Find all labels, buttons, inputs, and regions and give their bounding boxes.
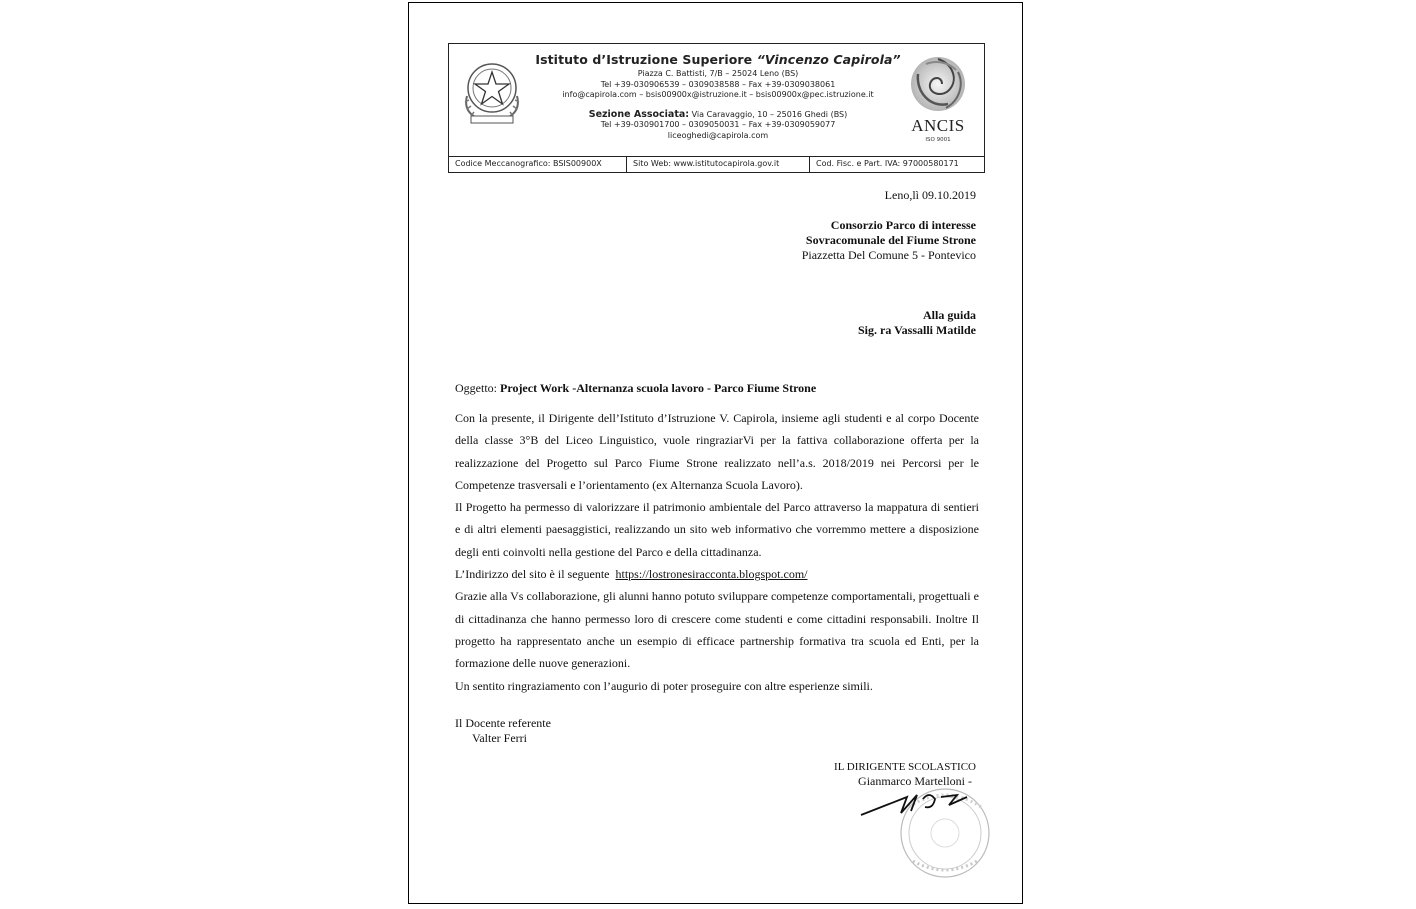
subject-text: Project Work -Alternanza scuola lavoro - Parco Fiume Strone xyxy=(500,381,817,395)
website: Sito Web: www.istitutocapirola.gov.it xyxy=(627,156,810,172)
guide-line-2: Sig. ra Vassalli Matilde xyxy=(857,323,976,337)
letter-page xyxy=(408,2,1023,904)
referent-name: Valter Ferri xyxy=(472,731,527,745)
ancis-iso: ISO 9001 xyxy=(925,137,951,143)
letterhead xyxy=(448,43,985,173)
subject-label: Oggetto: xyxy=(455,381,500,395)
body-paragraph-2: Il Progetto ha permesso di valorizzare il patrimonio ambientale del Parco attraverso la mappatura di sentieri e di altri elementi paesaggistici, realizzando un sito web informativo che vorremmo mettere a disposizione degli enti coinvolti nella gestione del Parco e della cittadinanza. xyxy=(455,500,979,559)
body-paragraph-3 xyxy=(455,563,979,585)
codice-meccanografico: Codice Meccanografico: BSIS00900X xyxy=(449,156,627,172)
director-role: IL DIRIGENTE SCOLASTICO xyxy=(834,761,976,773)
tax-code: Cod. Fisc. e Part. IVA: 97000580171 xyxy=(816,159,959,168)
guide-line-1: Alla guida xyxy=(922,308,976,322)
italian-republic-emblem-icon xyxy=(459,56,525,128)
recipient-line-3: Piazzetta Del Comune 5 - Pontevico xyxy=(801,248,976,262)
site-label: L’Indirizzo del sito è il seguente xyxy=(455,567,610,582)
director-name: Gianmarco Martelloni - xyxy=(858,774,972,788)
institute-emails: info@capirola.com – bsis00900x@istruzione.it – bsis00900x@pec.istruzione.it xyxy=(562,90,874,99)
signature-stamp-icon xyxy=(849,783,1009,883)
section-phones: Tel +39-030901700 – 0309050031 – Fax +39-0309059077 xyxy=(600,120,836,129)
recipient-line-2: Sovracomunale del Fiume Strone xyxy=(805,233,976,247)
institute-title: Istituto d’Istruzione Superiore “Vincenzo Capirola” xyxy=(535,52,901,67)
letter-body xyxy=(455,407,979,697)
letterhead-info xyxy=(533,52,903,141)
section-email: liceoghedi@capirola.com xyxy=(667,130,769,140)
ancis-logo xyxy=(902,54,974,150)
body-paragraph-4: Grazie alla Vs collaborazione, gli alunni hanno potuto sviluppare competenze comportamentali, progettuali e di cittadinanza che hanno permesso loro di crescere come studenti e come cittadini responsabili. Inoltre Il progetto ha rappresentato anche un esempio di efficace partnership formativa tra scuola ed Enti, per la formazione delle nuove generazioni. xyxy=(455,589,979,671)
letterhead-footer xyxy=(449,156,984,172)
institute-phones: Tel +39-030906539 – 0309038588 – Fax +39-0309038061 xyxy=(600,79,836,89)
recipient-line-1: Consorzio Parco di interesse xyxy=(830,218,976,232)
site-link[interactable]: https://lostronesiracconta.blogspot.com/ xyxy=(615,567,808,582)
institute-address: Piazza C. Battisti, 7/B – 25024 Leno (BS) xyxy=(637,69,799,78)
body-paragraph-5: Un sentito ringraziamento con l’augurio di poter proseguire con altre esperienze simili. xyxy=(455,678,873,693)
subject-line xyxy=(455,381,816,396)
section-address: Sezione Associata: Via Caravaggio, 10 – 25016 Ghedi (BS) xyxy=(588,108,848,120)
ancis-swirl-icon xyxy=(908,54,968,114)
body-paragraph-1: Con la presente, il Dirigente dell’Istituto d’Istruzione V. Capirola, insieme agli studenti e al corpo Docente della classe 3°B del Liceo Linguistico, vuole ringraziarVi per la fattiva collaborazione offerta per la realizzazione del Progetto sul Parco Fiume Strone realizzato nell’a.s. 2018/2019 nei Percorsi per le Competenze trasversali e l’orientamento (ex Alternanza Scuola Lavoro). xyxy=(455,411,979,492)
letter-date: Leno,lì 09.10.2019 xyxy=(884,188,976,202)
referent-role: Il Docente referente xyxy=(455,716,551,730)
ancis-name: ANCIS xyxy=(911,116,965,135)
letterhead-main xyxy=(449,44,984,157)
